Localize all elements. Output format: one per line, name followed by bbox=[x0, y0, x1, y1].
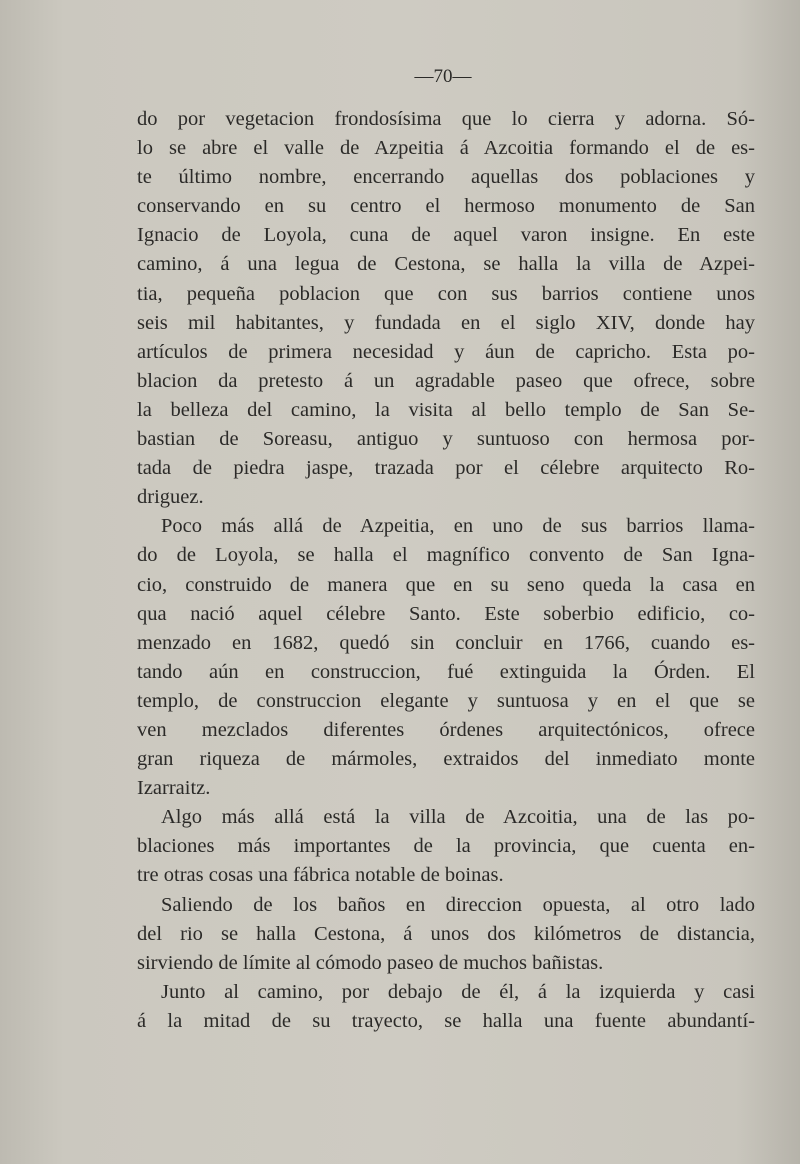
text-line: tando aún en construccion, fué extinguida la Órden. El bbox=[137, 660, 755, 683]
text-line: do de Loyola, se halla el magnífico convento de San Igna- bbox=[137, 544, 755, 567]
text-line: do por vegetacion frondosísima que lo cierra y adorna. Só- bbox=[137, 108, 755, 130]
text-line: Algo más allá está la villa de Azcoitia, una de las po- bbox=[161, 806, 755, 829]
text-line: blaciones más importantes de la provincia, que cuenta en- bbox=[137, 835, 755, 858]
text-line: conservando en su centro el hermoso monumento de San bbox=[137, 195, 755, 218]
text-line: blacion da pretesto á un agradable paseo que ofrece, sobre bbox=[137, 369, 755, 392]
text-line: tia, pequeña poblacion que con sus barrios contiene unos bbox=[137, 282, 755, 305]
text-line: templo, de construccion elegante y suntuosa y en el que se bbox=[137, 689, 755, 712]
text-line: la belleza del camino, la visita al bello templo de San Se- bbox=[137, 398, 755, 421]
text-line: tre otras cosas una fábrica notable de boinas. bbox=[137, 864, 504, 887]
paragraph bbox=[137, 891, 755, 978]
text-line: driguez. bbox=[137, 486, 204, 509]
text-line: lo se abre el valle de Azpeitia á Azcoitia formando el de es- bbox=[137, 137, 755, 160]
text-line: Ignacio de Loyola, cuna de aquel varon insigne. En este bbox=[137, 224, 755, 247]
text-line: te último nombre, encerrando aquellas dos poblaciones y bbox=[137, 166, 755, 189]
text-line: sirviendo de límite al cómodo paseo de muchos bañistas. bbox=[137, 951, 604, 974]
page-number: —70— bbox=[414, 66, 472, 87]
text-line: tada de piedra jaspe, trazada por el célebre arquitecto Ro- bbox=[137, 457, 755, 480]
text-line: bastian de Soreasu, antiguo y suntuoso con hermosa por- bbox=[137, 428, 755, 451]
text-line: Poco más allá de Azpeitia, en uno de sus barrios llama- bbox=[161, 515, 755, 538]
text-line: artículos de primera necesidad y áun de capricho. Esta po- bbox=[137, 340, 755, 363]
text-line: menzado en 1682, quedó sin concluir en 1766, cuando es- bbox=[137, 631, 755, 654]
text-line: seis mil habitantes, y fundada en el siglo XIV, donde hay bbox=[137, 311, 755, 334]
paragraph bbox=[137, 105, 755, 512]
text-line: ven mezclados diferentes órdenes arquitectónicos, ofrece bbox=[137, 718, 755, 741]
paragraph bbox=[137, 512, 755, 803]
text-line: Junto al camino, por debajo de él, á la izquierda y casi bbox=[161, 980, 755, 1003]
text-line: á la mitad de su trayecto, se halla una fuente abundantí- bbox=[137, 1009, 755, 1032]
body-text bbox=[137, 105, 755, 1036]
text-line: camino, á una legua de Cestona, se halla la villa de Azpei- bbox=[137, 253, 755, 276]
text-line: gran riqueza de mármoles, extraidos del inmediato monte bbox=[137, 748, 755, 771]
text-line: qua nació aquel célebre Santo. Este soberbio edificio, co- bbox=[137, 602, 755, 625]
text-line: cio, construido de manera que en su seno queda la casa en bbox=[137, 573, 755, 596]
text-line: Saliendo de los baños en direccion opuesta, al otro lado bbox=[161, 893, 755, 916]
paragraph bbox=[137, 978, 755, 1036]
text-line: Izarraitz. bbox=[137, 777, 211, 800]
text-line: del rio se halla Cestona, á unos dos kilómetros de distancia, bbox=[137, 922, 755, 945]
paragraph bbox=[137, 803, 755, 890]
